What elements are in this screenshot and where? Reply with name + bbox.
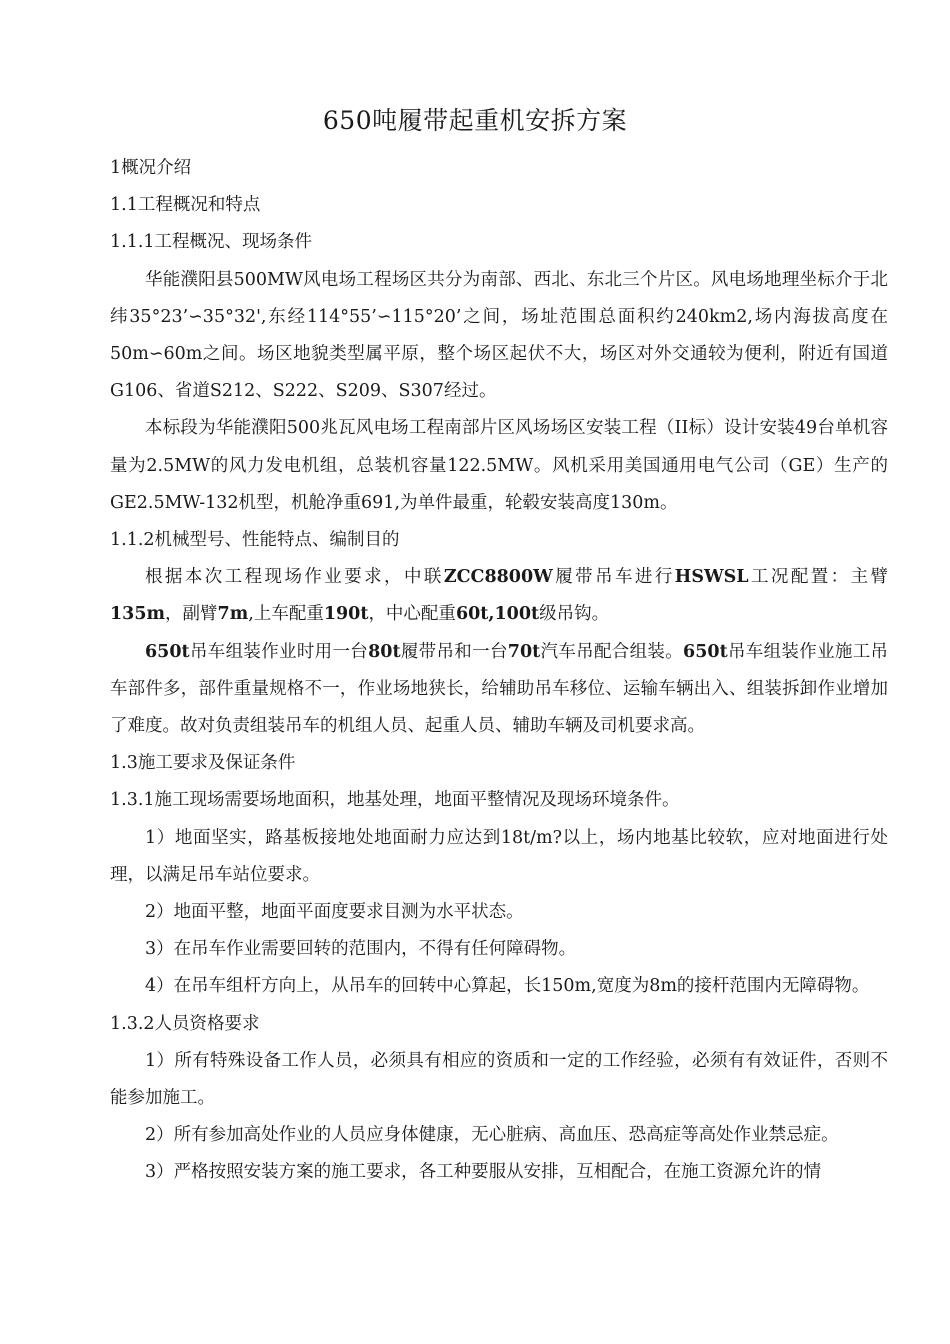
section-heading-1-3-2: 1.3.2人员资格要求 xyxy=(110,1013,260,1034)
text-run: 吊车组装作业时用一台 xyxy=(189,641,369,662)
requirement-slewing-area: 3）在吊车作业需要回转的范围内，不得有任何障碍物。 xyxy=(145,939,577,960)
document-title: 650吨履带起重机安拆方案 xyxy=(322,106,628,135)
truck-crane-capacity: 70t xyxy=(507,641,541,662)
crane-capacity: 650t xyxy=(145,641,190,662)
section-heading-1-3: 1.3施工要求及保证条件 xyxy=(110,753,296,774)
jib-length: 7m xyxy=(217,604,249,625)
section-heading-1-3-1: 1.3.1施工现场需要场地面积，地基处理，地面平整情况及现场环境条件。 xyxy=(110,790,680,811)
requirement-ground-level: 2）地面平整，地面平面度要求目测为水平状态。 xyxy=(145,902,524,923)
crane-model: ZCC8800W xyxy=(443,567,553,588)
counterweight: 190t xyxy=(323,604,369,625)
text-run: ，副臂 xyxy=(165,604,218,625)
crane-capacity: 650t xyxy=(683,641,728,662)
paragraph-crane-configuration xyxy=(110,559,888,633)
section-heading-1-1-2: 1.1.2机械型号、性能特点、编制目的 xyxy=(110,530,400,551)
text-run: 根据本次工程现场作业要求，中联 xyxy=(145,567,444,588)
requirement-boom-assembly-area: 4）在吊车组杆方向上，从吊车的回转中心算起，长150m,宽度为8m的接杆范围内无障碍物。 xyxy=(145,976,870,997)
text-run: ,上车配重 xyxy=(248,604,324,625)
main-boom-length: 135m xyxy=(110,604,166,625)
requirement-ground-bearing: 1）地面坚实，路基板接地处地面耐力应达到18t/m?以上，场内地基比较软，应对地面进行处理，以满足吊车站位要求。 xyxy=(110,827,888,885)
requirement-personnel-health: 2）所有参加高处作业的人员应身体健康，无心脏病、高血压、恐高症等高处作业禁忌症。 xyxy=(145,1125,839,1146)
document-body xyxy=(110,150,888,1192)
requirement-personnel-qualification: 1）所有特殊设备工作人员，必须具有相应的资质和一定的工作经验，必须有有效证件，否则不能参加施工。 xyxy=(110,1050,888,1109)
working-condition-code: HSWSL xyxy=(674,567,749,588)
text-run: 吊车组装作业施工吊车部件多，部件重量规格不一，作业场地狭长，给辅助吊车移位、运输车辆出入、组装拆卸作业增加了难度。故对负责组装吊车的机组人员、起重人员、辅助车辆及司机要求高。 xyxy=(110,641,889,737)
section-heading-1-1-1: 1.1.1工程概况、现场条件 xyxy=(110,232,313,253)
text-run: 级吊钩。 xyxy=(539,604,610,625)
paragraph-project-scope: 本标段为华能濮阳500兆瓦风电场工程南部片区风场场区安装工程（II标）设计安装49台单机容量为2.5MW的风力发电机组，总装机容量122.5MW。风机采用美国通用电气公司（GE）生产的GE2.5MW-132机型，机舱净重691,为单件最重，轮毂安装高度130m。 xyxy=(110,418,888,513)
text-run: 履带吊和一台 xyxy=(400,641,508,662)
crawler-crane-capacity: 80t xyxy=(368,641,401,662)
section-heading-1-1: 1.1工程概况和特点 xyxy=(110,195,261,216)
text-run: ，中心配重 xyxy=(368,604,456,625)
text-run: 汽车吊配合组装。 xyxy=(540,641,684,662)
text-run: 履带吊车进行 xyxy=(552,567,675,588)
central-counterweight: 60t,100t xyxy=(455,604,540,625)
section-heading-1: 1概况介绍 xyxy=(110,158,192,178)
paragraph-assembly-requirements xyxy=(110,634,888,746)
requirement-follow-plan: 3）严格按照安装方案的施工要求，各工种要服从安排，互相配合，在施工资源允许的情 xyxy=(145,1162,822,1183)
text-run: 工况配置：主臂 xyxy=(748,567,889,588)
paragraph-site-conditions: 华能濮阳县500MW风电场工程场区共分为南部、西北、东北三个片区。风电场地理坐标介于北纬35°23’∽35°32',东经114°55’∽115°20’之间，场址范围总面积约240km2,场内海拔高度在50m∽60m之间。场区地貌类型属平原，整个场区起伏不大，场区对外交通较为便利，附近有国道G106、省道S212、S222、S209、S307经过。 xyxy=(110,269,888,402)
